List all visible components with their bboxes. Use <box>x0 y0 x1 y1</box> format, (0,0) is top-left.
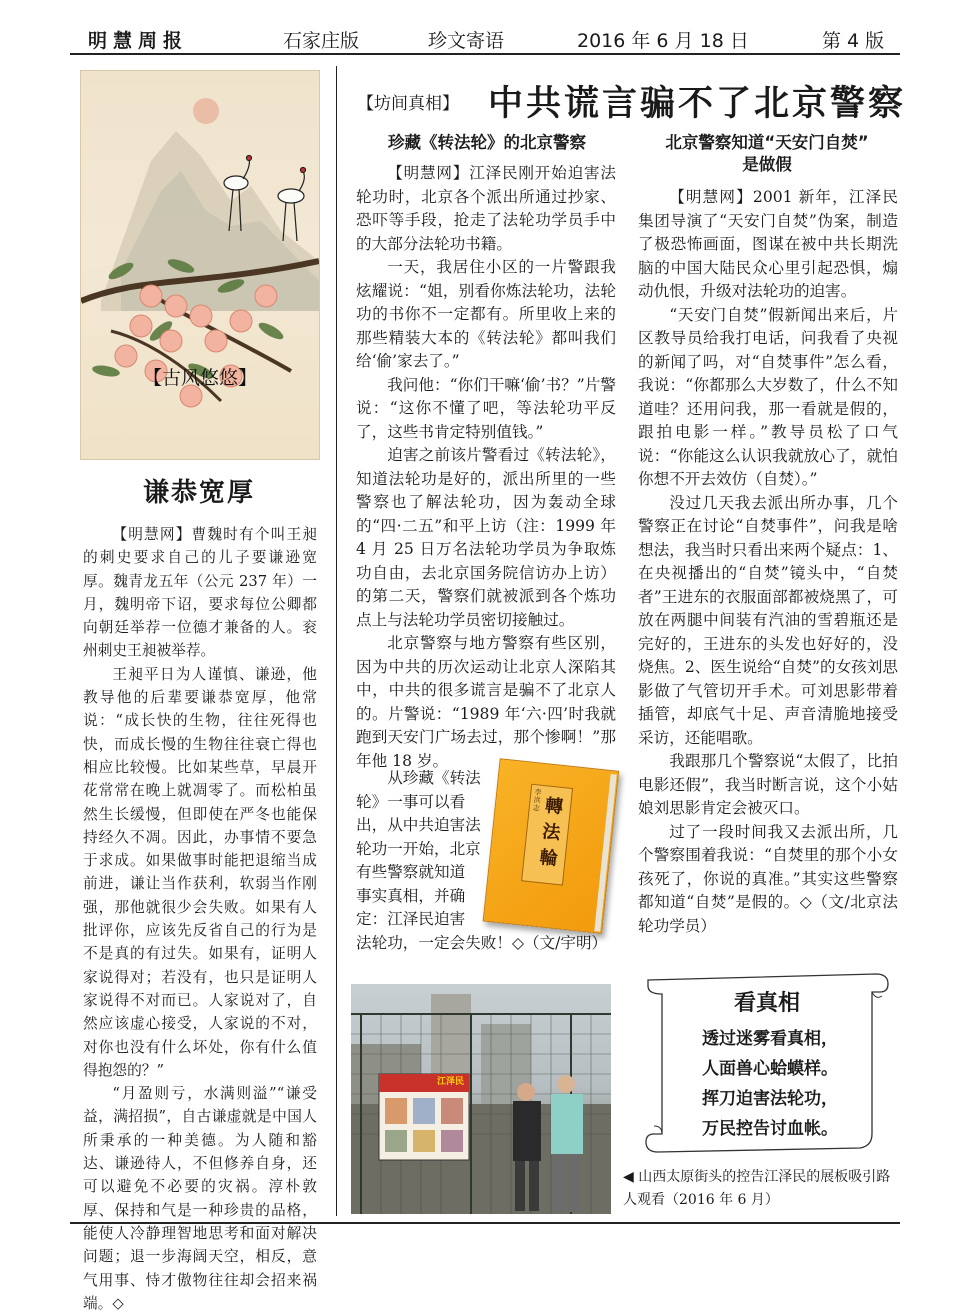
section-name: 珍文寄语 <box>428 30 505 52</box>
article1-body <box>356 162 616 773</box>
poem-line: 人面兽心蛤蟆样。 <box>702 1059 838 1079</box>
article1-paragraph: 一天，我居住小区的一片警跟我炫耀说：“姐，别看你炼法轮功，法轮功的书你不一定都有。所里收上来的那些精装大本的《转法轮》都叫我们给‘偷’家去了。” <box>356 258 616 370</box>
left-paragraph: “月盈则亏，水满则溢”“谦受益，满招损”，自古谦虚就是中国人所秉承的一种美德。为人随和豁达、谦逊待人，不但修养自身，还可以避免不必要的灾祸。淳朴敦厚、保持和气是一种珍贵的品格，能使人冷静理智地思考和面对解决问题；退一步海阔天空，相反，意气用事、恃才傲物往往却会招来祸端。◇ <box>83 1085 317 1312</box>
scroll-title: 看真相 <box>733 990 800 1016</box>
wrap-line: 定：江泽民迫害 <box>356 910 466 928</box>
footer-rule <box>70 1222 900 1224</box>
article1-paragraph: 我问他：“你们干嘛‘偷’书？”片警说：“这你不懂了吧，等法轮功平反了，这些书肯定特别值钱。” <box>356 375 616 441</box>
article2-title-line1: 北京警察知道“天安门自焚” <box>665 133 869 152</box>
poem-line: 透过迷雾看真相， <box>702 1029 838 1049</box>
edition: 石家庄版 <box>283 30 360 52</box>
poem-line: 万民控告讨血帐。 <box>702 1119 838 1139</box>
book-author: 李洪志 <box>532 788 542 813</box>
painting-caption: 【古风悠悠】 <box>142 367 257 389</box>
article1-paragraph: 【明慧网】江泽民刚开始迫害法轮功时，北京各个派出所通过抄家、恐吓等手段，抢走了法轮功学员手中的大部分法轮功书籍。 <box>356 164 616 253</box>
article2-paragraph: 【明慧网】2001 新年，江泽民集团导演了“天安门自焚”伪案，制造了极恐怖画面，图谋在被中共长期洗脑的中国大陆民众心里引起恐惧，煽动仇恨，升级对法轮功的迫害。 <box>638 188 898 300</box>
painting <box>80 70 320 460</box>
article1-title: 珍藏《转法轮》的北京警察 <box>388 133 586 152</box>
wrap-line: 从珍藏《转法 <box>387 769 481 787</box>
wrap-line: 有些警察就知道 <box>356 863 466 881</box>
wrap-line: 轮》一事可以看 <box>356 792 466 811</box>
street-photo <box>351 984 611 1214</box>
page-number: 第 4 版 <box>822 30 885 52</box>
article2-title-line2: 是做假 <box>742 155 792 174</box>
article2-paragraph: 没过几天我去派出所办事，几个警察正在讨论“自焚事件”，问我是啥想法，我当时只看出来两个疑点：1、在央视播出的“自焚”镜头中，“自焚者”王进东的衣服面部都被烧黑了，可放在两腿中间装有汽油的雪碧瓶还是完好的，王进东的头发也好好的，没烧焦。2、医生说给“自焚”的女孩刘思影做了气管切开手术。可刘思影带着插管，却底气十足、声音清脆地接受采访，还能唱歌。 <box>638 493 898 747</box>
left-paragraph: 王昶平日为人谨慎、谦逊，他教导他的后辈要谦恭宽厚，他常说：“成长快的生物，往往死得也快，而成长慢的生物往往衰亡得也相应比较慢。比如某些草，早晨开花常常在晚上就凋零了。而松柏虽然生长缓慢，但即使在严冬也能保持经久不凋。因此，办事情不要急于求成。如果做事时能把退缩当成前进，谦让当作获利，软弱当作刚强，那他就很少会失败。如果有人批评你，应该先反省自己的行为是不是真的有过失。如果有，证明人家说得对；若没有，也只是证明人家说得不对而已。人家说对了，自然应该虚心接受，人家说的不对，对你也没有什么坏处，你有什么值得抱怨的？” <box>83 665 317 1079</box>
column-divider <box>336 66 337 1216</box>
zhuan-falun-book <box>483 758 617 931</box>
headline: 中共谎言骗不了北京警察 <box>488 83 907 124</box>
article2-paragraph: 过了一段时间我又去派出所，几个警察围着我说：“自焚里的那个小女孩死了，你说的真准。”其实这些警察都知道“自焚”是假的。◇（文/北京法轮功学员） <box>638 822 898 935</box>
left-paragraph: 【明慧网】曹魏时有个叫王昶的刺史要求自己的儿子要谦逊宽厚。魏青龙五年（公元 237 年）一月，魏明帝下诏，要求每位公卿都向朝廷举荐一位德才兼备的人。衮州刺史王昶被举荐。 <box>83 526 317 660</box>
article1-wrap-text <box>356 767 488 932</box>
poem-line: 挥刀迫害法轮功， <box>702 1089 838 1109</box>
paper-name: 明慧周报 <box>88 30 189 52</box>
left-article-title: 谦恭宽厚 <box>142 478 255 508</box>
header-rule <box>70 53 900 55</box>
article2-paragraph: 我跟那几个警察说“太假了，比拍电影还假”，我当时断言说，这个小姑娘刘思影肯定会被灭口。 <box>638 752 898 817</box>
wrap-line: 出，从中共迫害法 <box>356 816 481 834</box>
headline-tag: 【坊间真相】 <box>357 94 459 114</box>
scroll-poem <box>672 1024 868 1144</box>
poster-title: 江泽民 <box>437 1077 465 1087</box>
scroll-frame <box>636 966 898 1158</box>
article1-last-line: 法轮功，一定会失败！◇（文/宇明） <box>356 934 608 952</box>
street-scene-svg <box>351 984 611 1214</box>
article1-paragraph: 迫害之前该片警看过《转法轮》，知道法轮功是好的，派出所里的一些警察也了解法轮功，因为轰动全球的“四·二五”和平上访（注：1999 年 4 月 25 日万名法轮功学员为争取炼功自由，去北京国务院信访办上访）的第二天，警察们就被派到各个炼功点上与法轮功学员密切接触过。 <box>356 446 616 629</box>
article2-body <box>638 186 898 938</box>
book-title: 轉法輪 <box>538 795 565 870</box>
article2-paragraph: “天安门自焚”假新闻出来后，片区教导员给我打电话，问我看了央视的新闻了吗，对“自焚事件”怎么看，我说：“你都那么大岁数了，什么不知道哇？还用问我，那一看就是假的，跟拍电影一样。”教导员松了口气说：“你能这么认识我就放心了，就怕你想不开去效仿（自焚）。” <box>638 305 898 488</box>
wrap-line: 轮功一开始，北京 <box>356 839 481 858</box>
photo-caption: ◀ 山西太原街头的控告江泽民的展板吸引路人观看（2016 年 6 月） <box>623 1169 891 1208</box>
left-article-body <box>83 523 317 1315</box>
article1-paragraph: 北京警察与地方警察有些区别，因为中共的历次运动让北京人深陷其中，中共的很多谎言是骗不了北京人的。片警说：“1989 年‘六·四’时我就跑到天安门广场去过，那个惨啊！”那年他 18 岁。 <box>356 634 616 770</box>
peach-crane-painting-svg <box>81 71 319 459</box>
issue-date: 2016 年 6 月 18 日 <box>577 30 749 52</box>
wrap-line: 事实真相，并确 <box>356 886 466 905</box>
